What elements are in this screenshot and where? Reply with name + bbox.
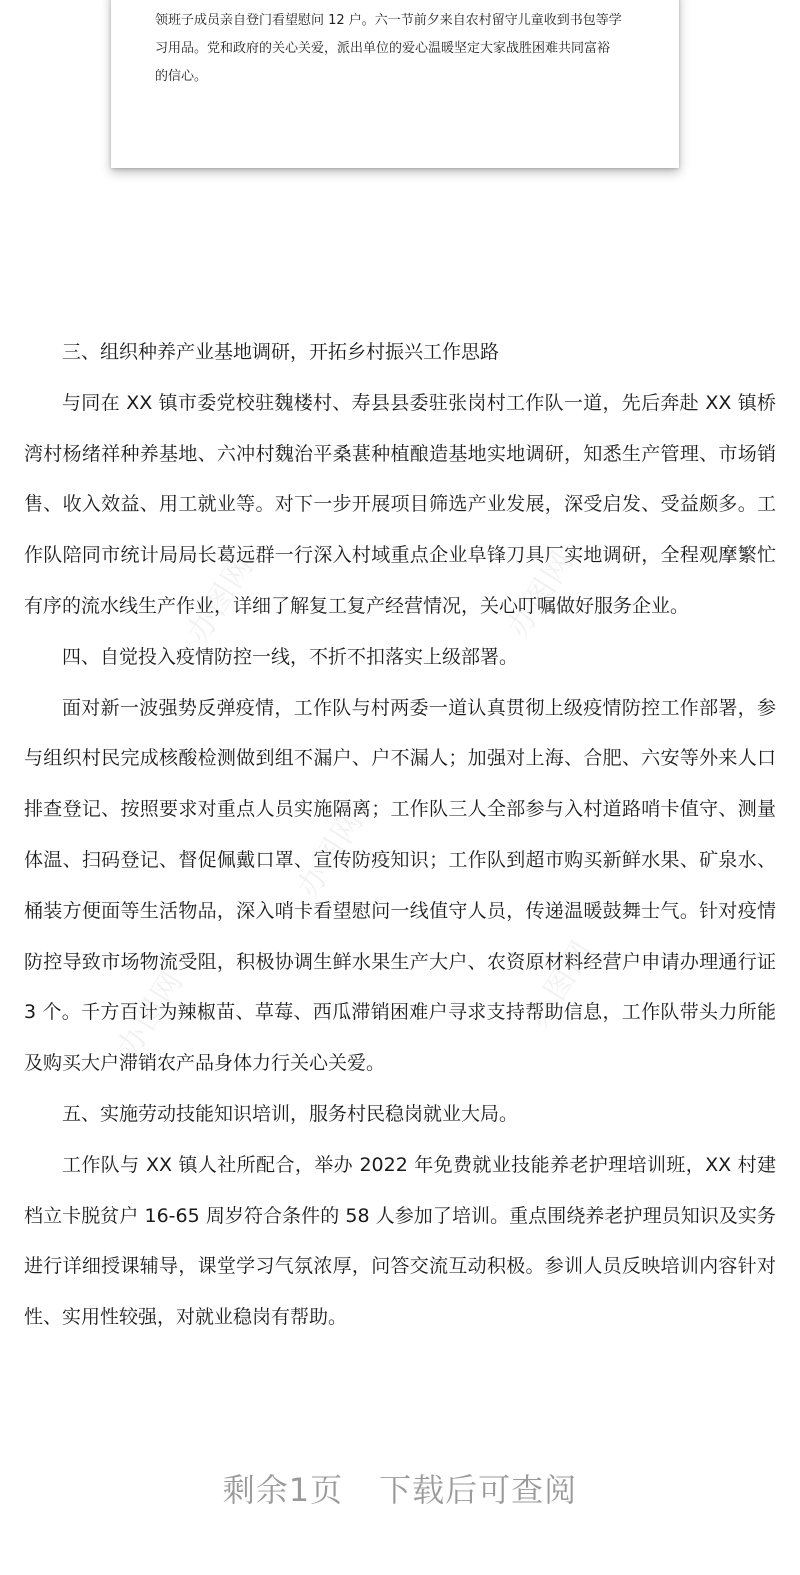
watermark: 办图网 [500,543,582,644]
section-heading: 三、组织种养产业基地调研，开拓乡村振兴工作思路 [62,341,500,363]
card-line: 的信心。 [155,69,208,84]
watermark: 办图网 [110,963,192,1064]
document-body [24,327,776,1343]
section-heading: 五、实施劳动技能知识培训，服务村民稳岗就业大局。 [62,1102,519,1125]
previous-page-text [155,7,655,91]
card-line: 习用品。党和政府的关心关爱，派出单位的爱心温暖坚定大家战胜困难共同富裕 [155,41,611,56]
body-paragraph: 与同在 XX 镇市委党校驻魏楼村、寿县县委驻张岗村工作队一道，先后奔赴 XX 镇桥湾村杨绪祥种养基地、六冲村魏治平桑葚种植酿造基地实地调研，知悉生产管理、市场销售、收入效益、用工就业等。对下一步开展项目筛选产业发展，深受启发、受益颇多。工作队陪同市统计局局长葛远群一行深入村域重点企业阜锋刀具厂实地调研，全程观摩繁忙有序的流水线生产作业，详细了解复工复产经营情况，关心叮嘱做好服务企业。 [24,391,776,617]
download-hint-label: 下载后可查阅 [379,1471,578,1509]
watermark: 办图网 [180,548,262,649]
card-line: 领班子成员亲自登门看望慰问 12 户。六一节前夕来自农村留守儿童收到书包等学 [155,13,622,28]
body-paragraph: 面对新一波强势反弹疫情，工作队与村两委一道认真贯彻上级疫情防控工作部署，参与组织村民完成核酸检测做到组不漏户、户不漏人；加强对上海、合肥、六安等外来人口排查登记、按照要求对重点人员实施隔离；工作队三人全部参与入村道路哨卡值守、测量体温、扫码登记、督促佩戴口罩、宣传防疫知识；工作队到超市购买新鲜水果、矿泉水、桶装方便面等生活物品，深入哨卡看望慰问一线值守人员，传递温暖鼓舞士气。针对疫情防控导致市场物流受阻，积极协调生鲜水果生产大户、农资原材料经营户申请办理通行证 3 个。千方百计为辣椒苗、草莓、西瓜滞销困难户寻求支持帮助信息，工作队带头力所能及购买大户滞销农产品身体力行关心关爱。 [24,696,776,1075]
body-paragraph: 工作队与 XX 镇人社所配合，举办 2022 年免费就业技能养老护理培训班，XX 村建档立卡脱贫户 16-65 周岁符合条件的 58 人参加了培训。重点围绕养老护理员知识及实务进行详细授课辅导，课堂学习气氛浓厚，问答交流互动积极。参训人员反映培训内容针对性、实用性较强，对就业稳岗有帮助。 [24,1153,776,1329]
watermark: 办图网 [520,933,602,1034]
remaining-pages-label: 剩余1页 [222,1471,344,1509]
previous-page-card [111,0,679,168]
watermark: 办图网 [290,803,372,904]
download-prompt[interactable] [0,1466,800,1514]
section-heading: 四、自觉投入疫情防控一线，不折不扣落实上级部署。 [62,645,519,668]
